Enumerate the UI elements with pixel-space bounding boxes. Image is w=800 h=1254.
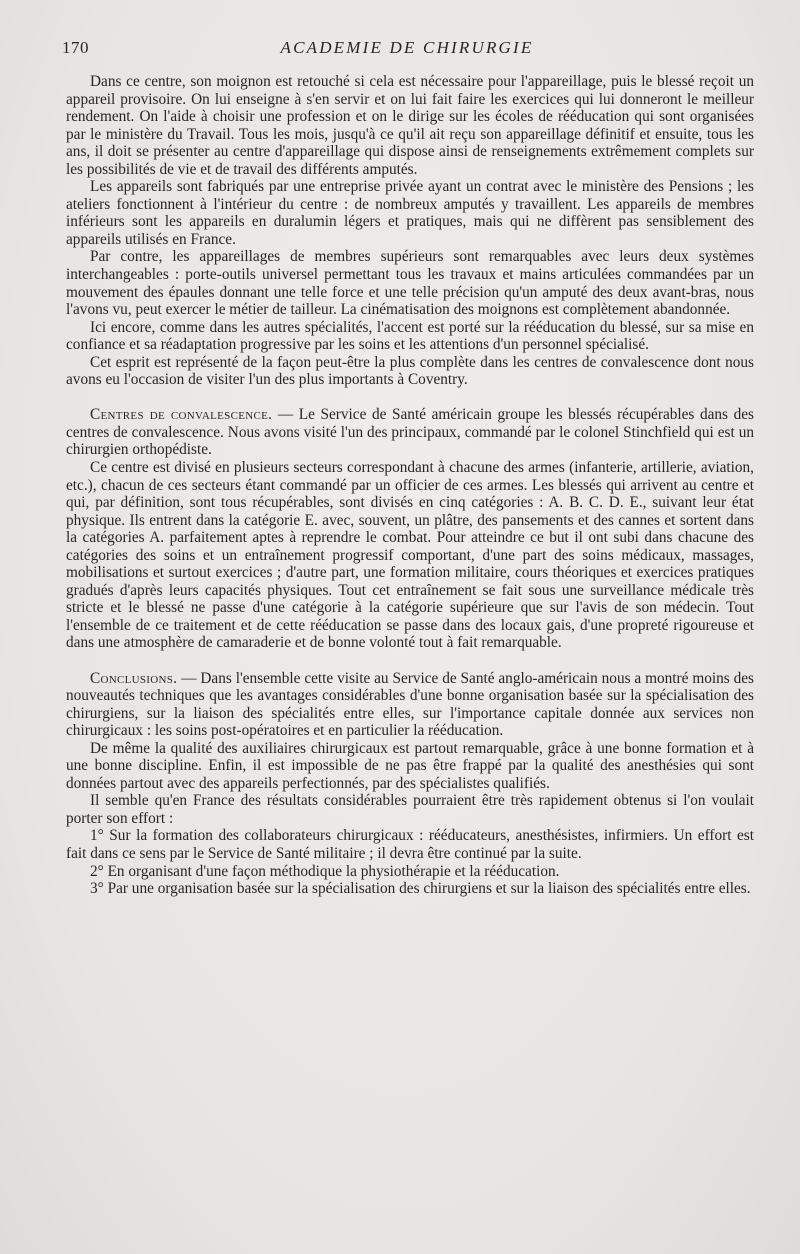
section-paragraph-convalescence: Centres de convalescence. — Le Service de Santé américain groupe les blessés récupérables dans des centres de convalescence. Nous avons visité l'un des principaux, commandé par le colonel Stinchfield qui est un chirurgien orthopédiste. <box>66 406 755 459</box>
paragraph: Les appareils sont fabriqués par une entreprise privée ayant un contrat avec le ministère des Pensions ; les ateliers fonctionnent à l'intérieur du centre : de nombreux amputés y travaillent. Les appareils de membres inférieurs sont les appareils en duralumin légers et pratiques, mais qui ne diffèrent pas sensiblement des appareils utilisés en France. <box>66 178 754 248</box>
paragraph: De même la qualité des auxiliaires chirurgicaux est partout remarquable, grâce à une bonne formation et à une bonne discipline. Enfin, il est impossible de ne pas être frappé par la qualité des anesthésies qui sont données partout avec des appareils perfectionnés, par des spécialistes qualifiés. <box>66 739 754 792</box>
paragraph: Par contre, les appareillages de membres supérieurs sont remarquables avec leurs deux systèmes interchangeables : porte-outils universel permettant tous les travaux et mains articulées commandées par un mouvement des épaules donnant une telle force et une telle précision qu'un amputé des deux avant-bras, nous l'avons vu, peut exercer le métier de tailleur. La cinématisation des moignons est complètement abandonnée. <box>66 248 754 319</box>
body-text <box>66 73 754 898</box>
list-item: 2° En organisant d'une façon méthodique la physiothérapie et la rééducation. <box>90 862 560 880</box>
paragraph: Dans ce centre, son moignon est retouché si cela est nécessaire pour l'appareillage, puis le blessé reçoit un appareil provisoire. On lui enseigne à s'en servir et on lui fait faire les exercices qui lui donneront le meilleur rendement. On l'aide à choisir une profession et on le dirige sur les écoles de rééducation qui sont organisées par le ministère du Travail. Tous les mois, jusqu'à ce qu'il ait reçu son appareillage définitif et ensuite, tous les ans, il doit se présenter au centre d'appareillage qui dispose ainsi de renseignements extrêmement complets sur les possibilités de vie et de travail des différents amputés. <box>66 73 754 178</box>
list-item: 1° Sur la formation des collaborateurs chirurgicaux : rééducateurs, anesthésistes, infirmiers. Un effort est fait dans ce sens par le Service de Santé militaire ; il devra être continué par la suite. <box>66 827 754 862</box>
section-heading: Centres de convalescence. <box>90 406 273 424</box>
paragraph: Ce centre est divisé en plusieurs secteurs correspondant à chacune des armes (infanterie, artillerie, aviation, etc.), chacun de ces secteurs étant commandé par un officier de ces armes. Les blessés qui arrivent au centre et qui, par définition, sont tous récupérables, sont divisés en cinq catégories : A. B. C. D. E., suivant leur état physique. Ils entrent dans la catégorie E. avec, souvent, un plâtre, des pansements et des cannes et sortent dans la catégories A. parfaitement aptes à reprendre le combat. Pour atteindre ce but il ont subi dans chacune des catégories des soins et un entraînement progressif comportant, d'une part des soins médicaux, massages, mobilisations et surtout exercices ; d'autre part, une formation militaire, cours théoriques et exercices pratiques gradués d'après leurs capacités physiques. Tout cet entraînement se fait sous une surveillance médicale très stricte et le blessé ne passe d'une catégorie à la catégorie supérieure que sur l'avis de son médecin. Tout l'ensemble de ce traitement et de cette rééducation se passe dans des locaux gais, d'une propreté rigoureuse et dans une atmosphère de camaraderie et de bonne volonté tout à fait remarquable. <box>66 458 754 652</box>
section-paragraph-conclusions: Conclusions. — Dans l'ensemble cette visite au Service de Santé anglo-américain nous a montré moins des nouveautés techniques que les avantages considérables d'une bonne organisation basée sur la spécialisation des chirurgiens, sur la liaison des spécialités entre elles, sur l'importance capitale donnée aux services non chirurgicaux : les soins post-opératoires et en particulier la rééducation. <box>66 669 754 740</box>
list-item: 3° Par une organisation basée sur la spécialisation des chirurgiens et sur la liaison des spécialités entre elles. <box>90 880 751 898</box>
page-header <box>62 38 752 62</box>
section-heading: Conclusions. <box>90 669 178 687</box>
page-number: 170 <box>62 38 89 57</box>
paragraph: Ici encore, comme dans les autres spécialités, l'accent est porté sur la rééducation du blessé, sur sa mise en confiance et sa réadaptation progressive par les soins et les attentions d'un personnel spécialisé. <box>66 318 754 354</box>
paragraph: Il semble qu'en France des résultats considérables pourraient être très rapidement obtenus si l'on voulait porter son effort : <box>66 792 754 827</box>
paragraph: Cet esprit est représenté de la façon peut-être la plus complète dans les centres de convalescence dont nous avons eu l'occasion de visiter l'un des plus importants à Coventry. <box>66 353 754 389</box>
running-title: ACADEMIE DE CHIRURGIE <box>280 38 534 57</box>
